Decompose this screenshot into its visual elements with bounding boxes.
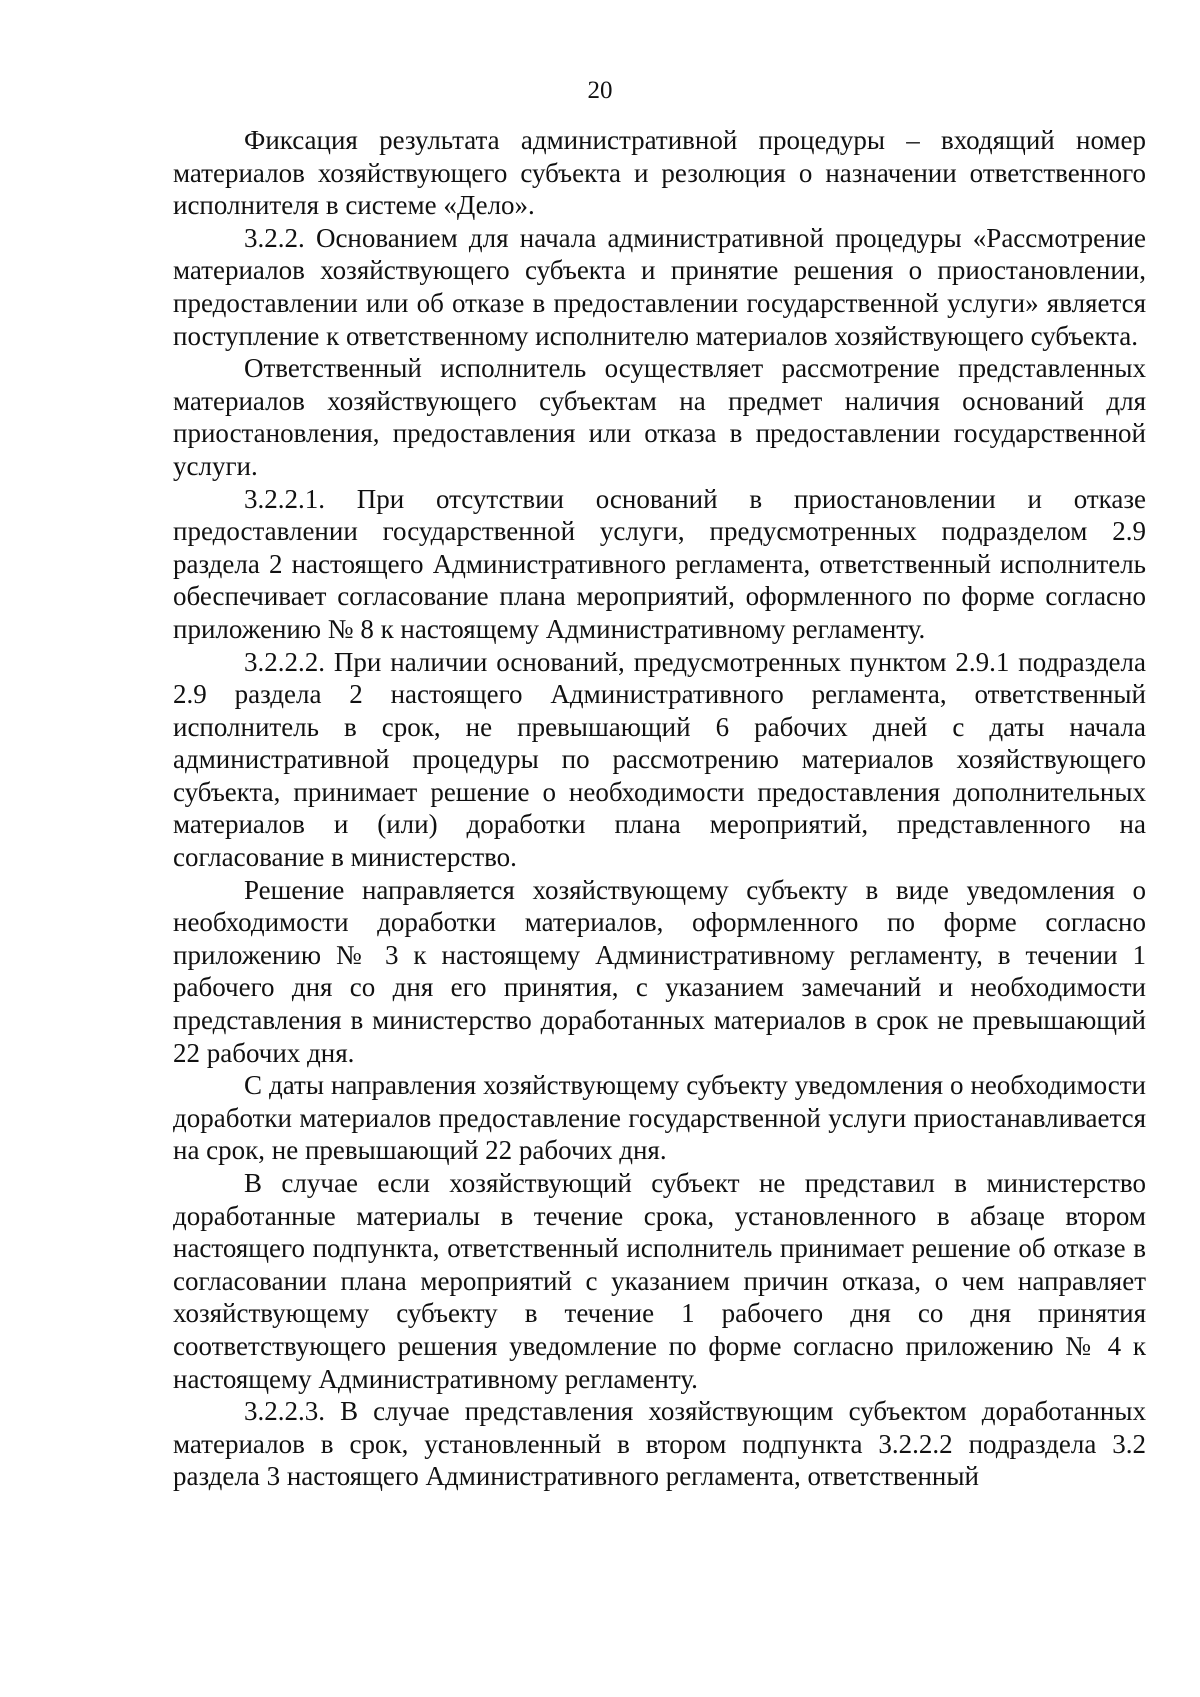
paragraph: Фиксация результата административной процедуры – входящий номер материалов хозяйствующего субъекта и резолюция о назначении ответственного исполнителя в системе «Дело».: [173, 125, 1146, 221]
page-number: 20: [587, 77, 613, 104]
paragraph: Ответственный исполнитель осуществляет рассмотрение представленных материалов хозяйствующего субъектам на предмет наличия оснований для приостановления, предоставления или отказа в предоставлении государственной услуги.: [173, 353, 1146, 481]
document-body: [173, 124, 1146, 1493]
paragraph: 3.2.2.1. При отсутствии оснований в приостановлении и отказе предоставлении государственной услуги, предусмотренных подразделом 2.9 раздела 2 настоящего Административного регламента, ответственный исполнитель обеспечивает согласование плана мероприятий, оформленного по форме согласно приложению № 8 к настоящему Административному регламенту.: [173, 483, 1146, 644]
paragraph: 3.2.2. Основанием для начала административной процедуры «Рассмотрение материалов хозяйствующего субъекта и принятие решения о приостановлении, предоставлении или об отказе в предоставлении государственной услуги» является поступление к ответственному исполнителю материалов хозяйствующего субъекта.: [173, 222, 1146, 351]
paragraph: 3.2.2.3. В случае представления хозяйствующим субъектом доработанных материалов в срок, установленный в втором подпункта 3.2.2.2 подраздела 3.2 раздела 3 настоящего Административного регламента, ответственный: [173, 1396, 1146, 1492]
paragraph: С даты направления хозяйствующему субъекту уведомления о необходимости доработки материалов предоставление государственной услуги приостанавливается на срок, не превышающий 22 рабочих дня.: [173, 1070, 1146, 1166]
paragraph: 3.2.2.2. При наличии оснований, предусмотренных пунктом 2.9.1 подраздела 2.9 раздела 2 настоящего Административного регламента, ответственный исполнитель в срок, не превышающий 6 рабочих дней с даты начала административной процедуры по рассмотрению материалов хозяйствующего субъекта, принимает решение о необходимости предоставления дополнительных материалов и (или) доработки плана мероприятий, представленного на согласование в министерство.: [173, 646, 1146, 873]
paragraph: В случае если хозяйствующий субъект не представил в министерство доработанные материалы в течение срока, установленного в абзаце втором настоящего подпункта, ответственный исполнитель принимает решение об отказе в согласовании плана мероприятий с указанием причин отказа, о чем направляет хозяйствующему субъекту в течение 1 рабочего дня со дня принятия соответствующего решения уведомление по форме согласно приложению № 4 к настоящему Административному регламенту.: [173, 1168, 1146, 1394]
paragraph: Решение направляется хозяйствующему субъекту в виде уведомления о необходимости доработки материалов, оформленного по форме согласно приложению № 3 к настоящему Административному регламенту, в течении 1 рабочего дня со дня его принятия, с указанием замечаний и необходимости представления в министерство доработанных материалов в срок не превышающий 22 рабочих дня.: [173, 874, 1146, 1068]
